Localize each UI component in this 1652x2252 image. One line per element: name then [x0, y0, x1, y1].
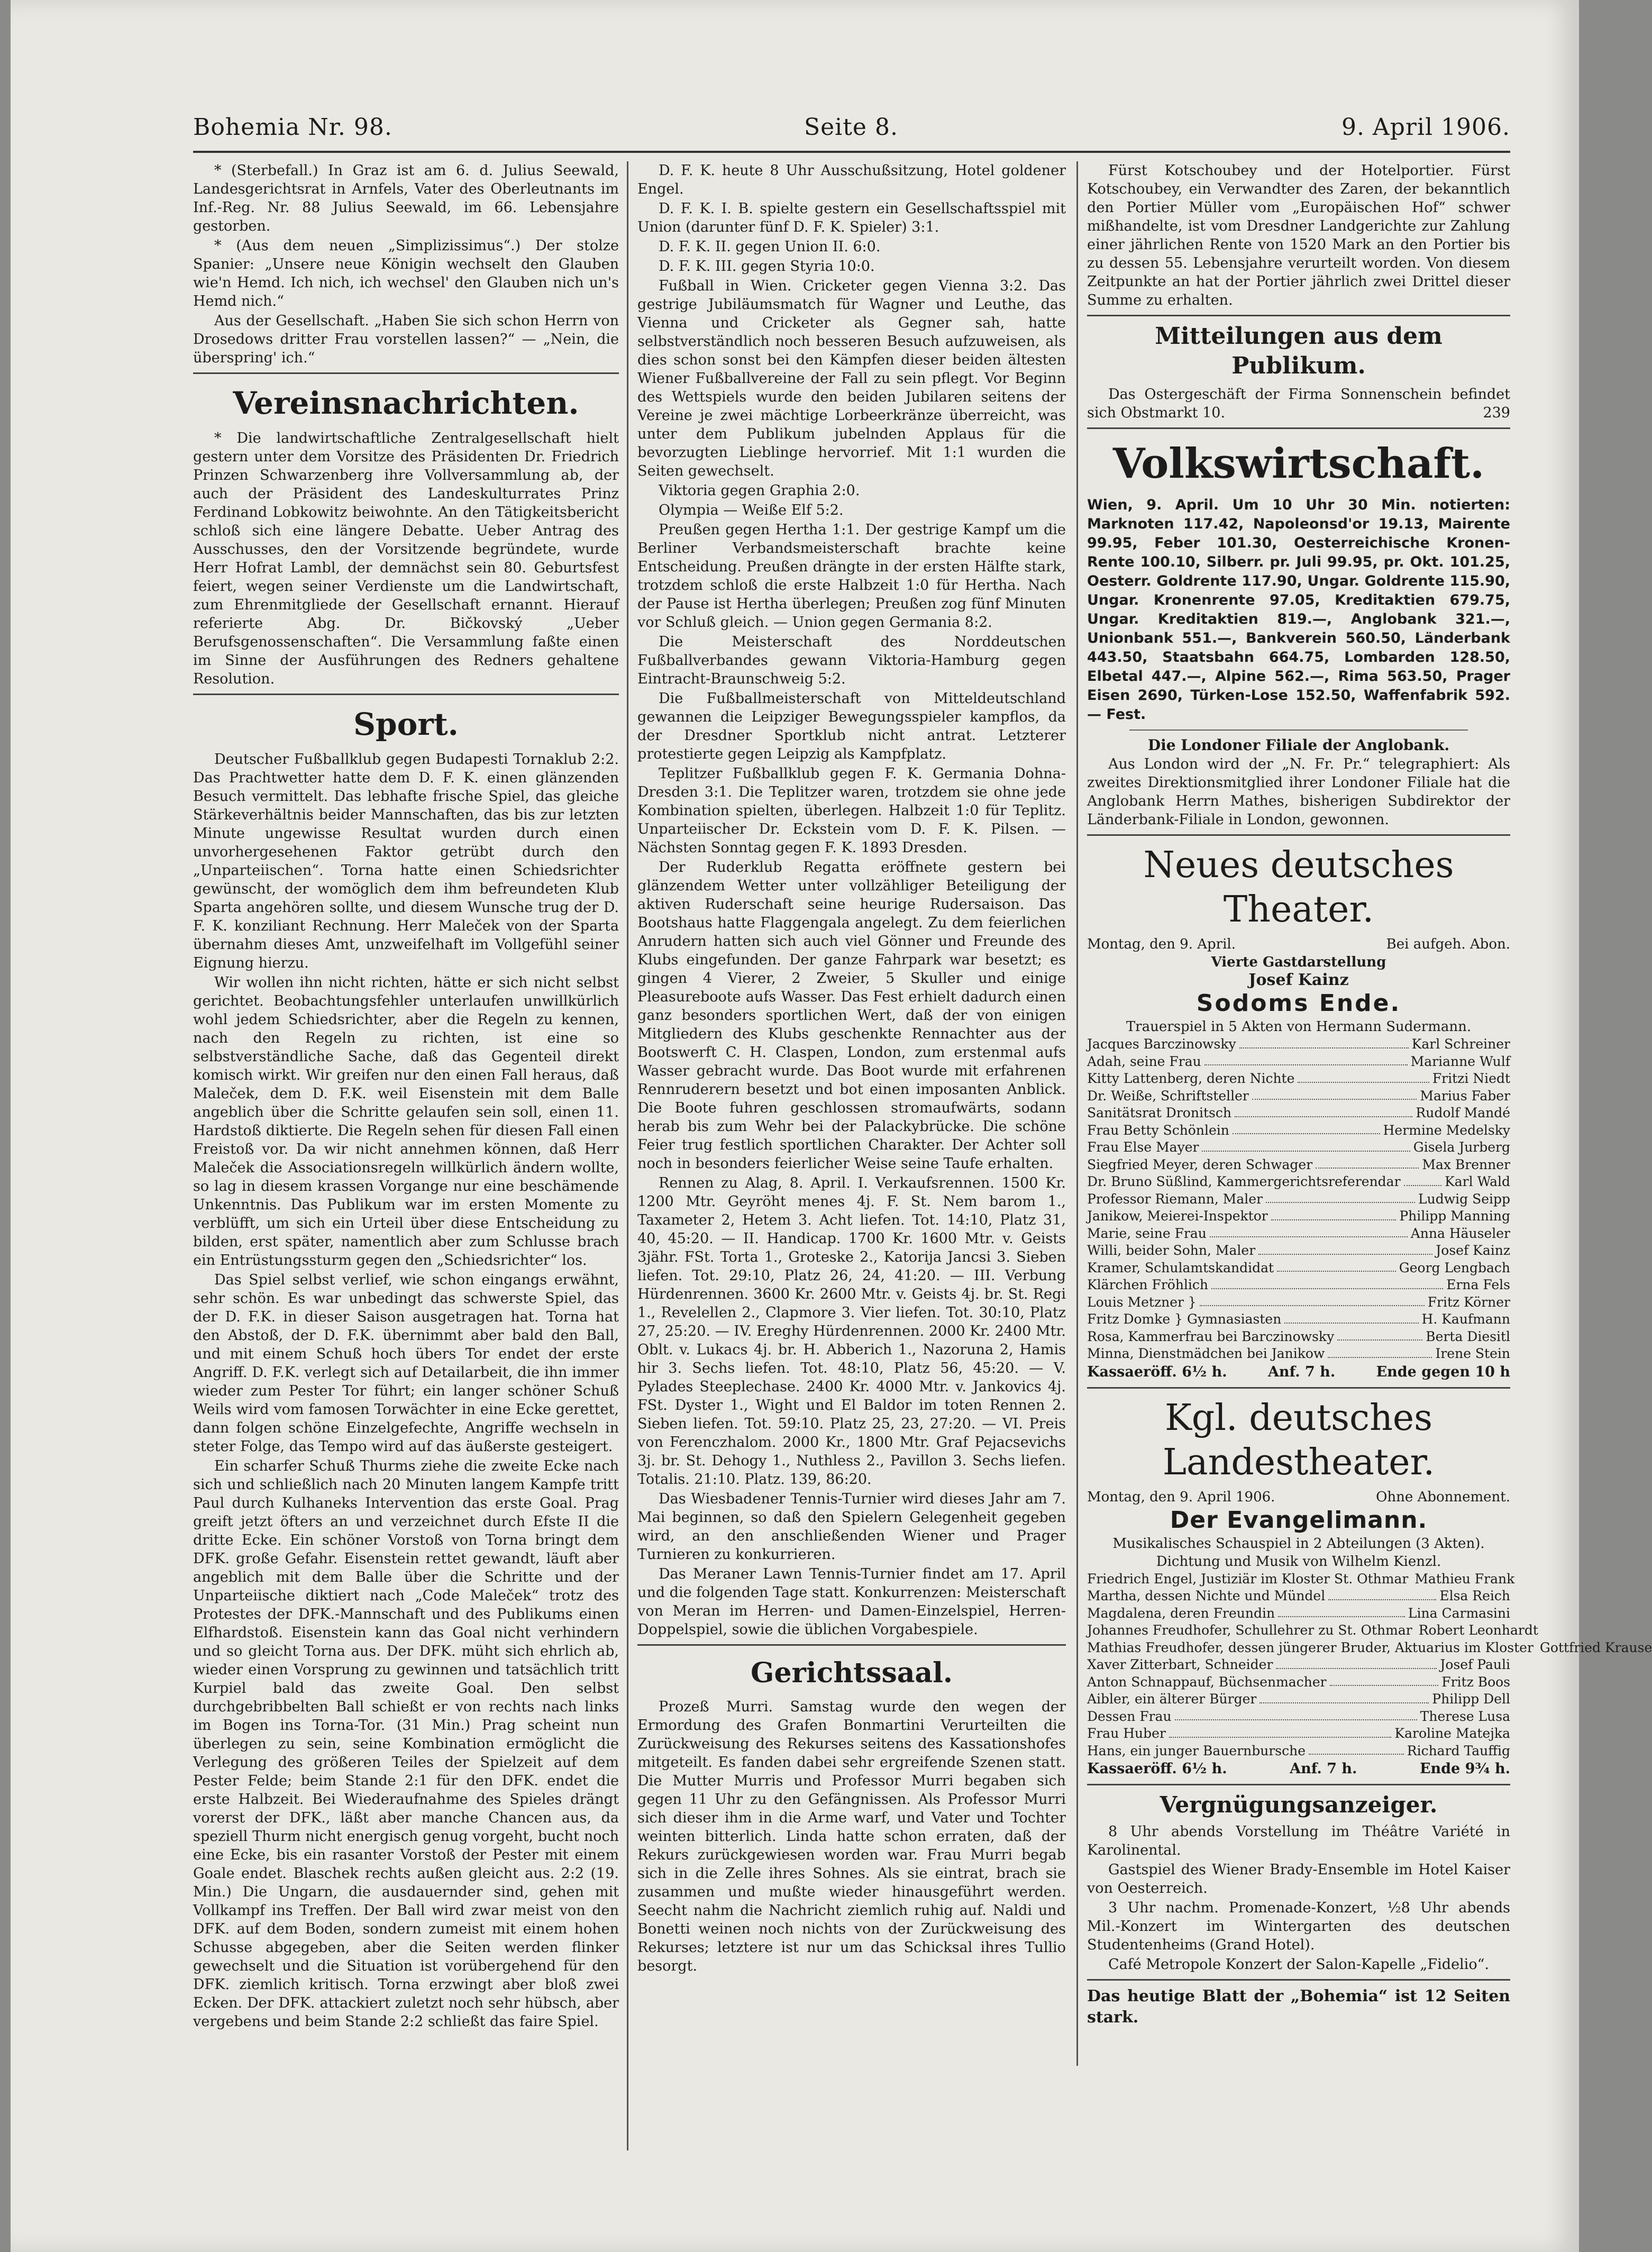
cast-role: Willi, beider Sohn, Maler [1087, 1243, 1256, 1258]
cast-role: Johannes Freudhofer, Schullehrer zu St. Othmar [1087, 1622, 1412, 1638]
cast-row [1087, 1708, 1510, 1726]
section-rule [1087, 1387, 1510, 1389]
cast-role: Louis Metzner } [1087, 1294, 1197, 1310]
leader-dots [1276, 1656, 1437, 1669]
play-genre: Musikalisches Schauspiel in 2 Abteilungen (3 Akten). Dichtung und Musik von Wilhelm Kienzl. [1112, 1535, 1485, 1570]
cast-row [1087, 1070, 1510, 1088]
news-item: Rennen zu Alag, 8. April. I. Verkaufsrennen. 1500 Kr. 1200 Mtr. Geyröht menes 4j. F. St. Nem barom 1., Taxameter 2, Hetem 3. Acht liefen. Tot. 14:10, Platz 31, 40, 45:20. — II. Handicap. 1700 Kr. 1600 Mtr. v. Geists 3jähr. FSt. Torta 1., Groteske 2., Katorija Jancsi 3. Sieben liefen. Tot. 29:10, Platz 26, 24, 41:20. — III. Verbung Hürdenrennen. 3600 Kr. 2600 Mtr. v. Geists 4j. br. St. Regi 1., Revelellen 2., Clapmore 3. Vier liefen. Tot. 30:10, Platz 27, 25:20. — IV. Ereghy Hürdenrennen. 2000 Kr. 2400 Mtr. Oblt. v. Lukacs 4j. br. H. Abberich 1., Nazoruna 2, Hamis hir 3. Sechs liefen. Tot. 48:10, Platz 56, 45:20. — V. Pylades Steeplechase. 2400 Kr. 4000 Mtr. v. Jankovics 4j. FSt. Dyster 1., Wight und El Baldor im toten Rennen 2. Sieben liefen. Tot. 59:10. Platz 25, 23, 27:20. — VI. Preis von Ferenczhalom. 2000 Kr., 1800 Mtr. Graf Pejacsevichs 3j. br. St. Dehogy 1., Nuthless 2., Pavillon 3. Sechs liefen. Totalis. 21:10. Platz. 139, 86:20. [637, 1175, 1066, 1488]
start-time: Anf. 7 h. [1290, 1761, 1357, 1777]
cast-row [1087, 1277, 1510, 1294]
cast-actor: Fritz Körner [1427, 1294, 1510, 1310]
section-rule [637, 1644, 1066, 1646]
cast-actor: Philipp Dell [1432, 1691, 1510, 1707]
performance-date: Montag, den 9. April 1906. [1087, 1489, 1275, 1505]
leader-dots [1266, 1191, 1415, 1204]
event-item: Café Metropole Konzert der Salon-Kapelle „Fidelio“. [1108, 1956, 1489, 1973]
cast-role: Xaver Zitterbart, Schneider [1087, 1657, 1273, 1672]
section-rule [193, 372, 619, 374]
cast-row [1087, 1036, 1510, 1053]
cast-actor: Lina Carmasini [1408, 1605, 1510, 1621]
cast-list [1087, 1036, 1510, 1363]
leader-dots [1204, 1053, 1408, 1066]
cast-row [1087, 1588, 1510, 1605]
cast-row [1087, 1571, 1515, 1588]
news-item: Die Fußballmeisterschaft von Mitteldeutschland gewannen die Leipziger Bewegungsspieler kampflos, da der Dresdner Sportklub nicht antrat. Letzterer protestierte gegen Leipzig als Kampfplatz. [637, 690, 1066, 762]
news-item: Aus der Gesellschaft. „Haben Sie sich schon Herrn von Drosedows dritter Frau vorstellen lassen?“ — „Nein, die überspring' ich.“ [193, 313, 619, 366]
news-item: Olympia — Weiße Elf 5:2. [659, 502, 844, 518]
cast-role: Adah, seine Frau [1087, 1053, 1201, 1069]
cast-row [1087, 1208, 1510, 1225]
section-title-sport: Sport. [353, 706, 459, 742]
cast-row [1087, 1173, 1510, 1191]
cast-actor: Fritz Boos [1441, 1674, 1510, 1690]
performance-date: Montag, den 9. April. [1087, 936, 1236, 952]
cast-role: Siegfried Meyer, deren Schwager [1087, 1156, 1313, 1172]
cast-actor: Therese Lusa [1420, 1708, 1510, 1724]
news-item: D. F. K. II. gegen Union II. 6:0. [659, 239, 881, 255]
box-office-time: Kassaeröff. 6½ h. [1087, 1363, 1227, 1380]
cast-row [1087, 1053, 1510, 1071]
cast-role: Rosa, Kammerfrau bei Barczinowsky [1087, 1328, 1335, 1344]
cast-role: Professor Riemann, Maler [1087, 1191, 1263, 1207]
play-title: Der Evangelimann. [1170, 1506, 1428, 1534]
market-report: Wien, 9. April. Um 10 Uhr 30 Min. notierten: Marknoten 117.42, Napoleonsd'or 19.13, Mairente 99.95, Feber 101.30, Oesterreichische Kronen-Rente 100.10, Silberr. pr. Juli 99.95, pr. Okt. 101.25, Oesterr. Goldrente 117.90, Ungar. Goldrente 115.90, Ungar. Kronenrente 97.05, Kreditaktien 679.75, Ungar. Kreditaktien 819.—, Anglobank 321.—, Unionbank 551.—, Bankverein 560.50, Länderbank 443.50, Staatsbahn 664.75, Lombarden 128.50, Elbetal 447.—, Alpine 562.—, Rima 563.50, Prager Eisen 2690, Türken-Lose 152.50, Waffenfabrik 592.— Fest. [1087, 497, 1510, 723]
cast-row [1087, 1260, 1510, 1277]
cast-role: Jacques Barczinowsky [1087, 1036, 1236, 1052]
cast-actor: Josef Pauli [1440, 1657, 1510, 1672]
leader-dots [1202, 1139, 1410, 1152]
item-rule [1129, 730, 1468, 731]
cast-actor: Robert Leonhardt [1418, 1622, 1538, 1638]
leader-dots [1328, 1588, 1436, 1600]
cast-row [1087, 1294, 1510, 1311]
cast-actor: Fritzi Niedt [1432, 1071, 1510, 1086]
cast-row [1087, 1345, 1510, 1363]
end-time: Ende gegen 10 h [1376, 1363, 1510, 1380]
news-item: * (Sterbefall.) In Graz ist am 6. d. Julius Seewald, Landesgerichtsrat in Arnfels, Vater des Oberleutnants im Inf.-Reg. Nr. 88 Julius Seewald, im 66. Lebensjahre gestorben. [193, 162, 619, 234]
cast-actor: Hermine Medelsky [1383, 1122, 1510, 1138]
notice-number: 239 [1483, 405, 1510, 421]
event-item: 8 Uhr abends Vorstellung im Théâtre Variété in Karolinental. [1087, 1824, 1510, 1858]
cast-role: Klärchen Fröhlich [1087, 1277, 1209, 1292]
cast-actor: Marius Faber [1420, 1088, 1510, 1104]
cast-actor: Rudolf Mandé [1416, 1105, 1510, 1120]
cast-role: Minna, Dienstmädchen bei Janikow [1087, 1346, 1325, 1361]
cast-row [1087, 1311, 1510, 1328]
subscription-note: Bei aufgeh. Abon. [1386, 936, 1510, 952]
end-time: Ende 9¾ h. [1419, 1761, 1510, 1777]
cast-row [1087, 1691, 1510, 1708]
cast-actor: Erna Fels [1446, 1277, 1510, 1292]
leader-dots [1328, 1345, 1432, 1358]
section-title-vergnuegungsanzeiger: Vergnügungsanzeiger. [1160, 1792, 1438, 1818]
cast-row [1087, 1088, 1510, 1105]
cast-role: Janikow, Meierei-Inspektor [1087, 1208, 1268, 1224]
subscription-note: Ohne Abonnement. [1376, 1489, 1510, 1505]
section-title-volkswirtschaft: Volkswirtschaft. [1112, 440, 1485, 488]
section-rule [1087, 1784, 1510, 1785]
section-rule [1087, 1979, 1510, 1981]
leader-dots [1404, 1173, 1442, 1186]
cast-row [1087, 1605, 1510, 1622]
cast-actor: Mathieu Frank [1414, 1571, 1515, 1587]
leader-dots [1271, 1208, 1397, 1220]
leader-dots [1277, 1260, 1396, 1272]
news-item: Das Spiel selbst verlief, wie schon eingangs erwähnt, sehr schön. Es war unbedingt das schwerste Spiel, das der D. F.K. in dieser Saison ausgetragen hat. Torna hat den Abstoß, der D. F.K. übernimmt aber bald den Ball, und mit einem Schuß hoch übers Tor endet der erste Angriff. D. F.K. verlegt sich auf Detailarbeit, die ihn immer wieder zum Pester Tor führt; ein langer schöner Schuß Weils wird vom famosen Torwächter in eine Ecke gerettet, dann folgen schöne Einzelgefechte, Angriffe wechseln in steter Folge, das Tempo wird auf das äußerste gesteigert. [193, 1272, 619, 1455]
cast-actor: Josef Kainz [1436, 1243, 1510, 1258]
leader-dots [1298, 1070, 1429, 1083]
leader-dots [1175, 1708, 1417, 1721]
header-rule [193, 151, 1510, 153]
leader-dots [1316, 1156, 1419, 1169]
notice-text [1087, 385, 1510, 422]
cast-row [1087, 1122, 1510, 1139]
event-item: Gastspiel des Wiener Brady-Ensemble im Hotel Kaiser von Oesterreich. [1087, 1862, 1510, 1897]
page-number: Seite 8. [804, 114, 898, 141]
play-genre: Trauerspiel in 5 Akten von Hermann Sudermann. [1126, 1019, 1472, 1035]
news-item: Fußball in Wien. Cricketer gegen Vienna 3:2. Das gestrige Jubiläumsmatch für Wagner und Leuthe, das Vienna und Cricketer als Gegner sah, hatte selbstverständlich noch besseren Besuch aufzuweisen, als dies schon sonst bei den Kämpfen dieser beiden ältesten Wiener Fußballvereine der Fall zu sein pflegt. Vor Beginn des Wettspiels wurde den beiden Jubilaren seitens der Vereine je zwei mächtige Lorbeerkränze überreicht, was unter dem Publikum jubelnden Applaus für die bevorzugten Lieblinge hervorrief. Mit 1:1 wurden die Seiten gewechselt. [637, 278, 1066, 479]
leader-dots [1239, 1036, 1409, 1048]
column-rule-1 [627, 161, 628, 2150]
cast-role: Martha, dessen Nichte und Mündel [1087, 1588, 1326, 1603]
news-item: Aus London wird der „N. Fr. Pr.“ telegraphiert: Als zweites Direktionsmitglied ihrer Londoner Filiale hat die Anglobank Herrn Mathes, bisherigen Subdirektor der Länderbank-Filiale in London, gewonnen. [1087, 756, 1510, 828]
leader-dots [1211, 1277, 1443, 1289]
cast-row [1087, 1191, 1510, 1208]
cast-role: Dessen Frau [1087, 1708, 1172, 1724]
leader-dots [1337, 1328, 1422, 1341]
cast-row [1087, 1105, 1510, 1122]
cast-list [1087, 1571, 1652, 1760]
section-title-vereinsnachrichten: Vereinsnachrichten. [233, 385, 579, 421]
news-item: * (Aus dem neuen „Simplizissimus“.) Der stolze Spanier: „Unsere neue Königin wechselt den Glauben wie'n Hemd. Ich nich, ich wechsel' den Glauben nich un's Hemd nich.“ [193, 238, 619, 309]
box-office-time: Kassaeröff. 6½ h. [1087, 1761, 1227, 1777]
cast-row [1087, 1328, 1510, 1346]
cast-actor: Richard Tauffig [1407, 1743, 1510, 1758]
news-item: * Die landwirtschaftliche Zentralgesellschaft hielt gestern unter dem Vorsitze des Präsidenten Dr. Friedrich Prinzen Schwarzenberg ihre Vollversammlung ab, der auch der Präsident des Landeskulturrates Prinz Ferdinand Lobkowitz beiwohnte. An den Tätigkeitsbericht schloß sich eine längere Debatte. Ueber Antrag des Ausschusses, den der Vorsitzende begründete, wurde Herr Hofrat Lambl, der demnächst sein 80. Geburtsfest feiert, wegen seiner Verdienste um die Landwirtschaft, zum Ehrenmitgliede der Gesellschaft ernannt. Hierauf referierte Abg. Dr. Bičkovský „Ueber Berufsgenossenschaften“. Die Versammlung faßte einen im Sinne der Ausführungen des Redners gehaltene Resolution. [193, 430, 619, 687]
cast-role: Fritz Domke } Gymnasiasten [1087, 1311, 1282, 1327]
leader-dots [1284, 1311, 1418, 1324]
page-header [193, 114, 1510, 151]
theater-title-neues: Neues deutsches Theater. [1143, 844, 1454, 931]
cast-actor: H. Kaufmann [1421, 1311, 1510, 1327]
column-3 [1087, 161, 1652, 2027]
cast-row [1087, 1639, 1652, 1657]
news-item: D. F. K. I. B. spielte gestern ein Gesellschaftsspiel mit Union (darunter fünf D. F. K. Spieler) 3:1. [637, 200, 1066, 235]
news-item: D. F. K. III. gegen Styria 10:0. [659, 258, 875, 275]
performance-times [1087, 1759, 1510, 1779]
cast-actor: Gottfried Krause [1539, 1639, 1652, 1655]
cast-role: Frau Else Mayer [1087, 1139, 1199, 1155]
performance-times [1087, 1363, 1510, 1382]
cast-actor: Philipp Manning [1399, 1208, 1510, 1224]
news-item: Wir wollen ihn nicht richten, hätte er sich nicht selbst gerichtet. Beobachtungsfehler unterlaufen unwillkürlich wohl jedem Schiedsrichter, aber die Regeln zu kennen, nach den Regeln zu richten, ist eine so selbstverständliche Sache, daß das Gegenteil direkt komisch wirkt. Wir greifen nur den einen Fall heraus, daß Maleček, dem D. F.K. weil Eisenstein mit dem Balle angeblich über die Schritte gelaufen sein soll, einen 11. Hardstoß diktierte. Die Regeln sehen für diesen Fall einen Freistoß vor. Da wir nicht annehmen können, daß Herr Maleček die Associationsregeln willkürlich ändern wollte, so lag in diesem krassen Vorgange nur eine beschämende Unkenntnis. Das Publikum war im ersten Momente zu verblüfft, um sich ein Urteil über diese Entscheidung zu bilden, erst später, namentlich aber zum Schlusse brach ein Entrüstungssturm gegen den „Schiedsrichter“ los. [193, 974, 619, 1269]
news-item: Teplitzer Fußballklub gegen F. K. Germania Dohna-Dresden 3:1. Die Teplitzer waren, trotzdem sie ohne jede Kombination spielten, überlegen. Halbzeit 1:0 für Teplitz. Unparteiischer Dr. Eckstein vom D. F. K. Pilsen. — Nächsten Sonntag gegen F. K. 1893 Dresden. [637, 765, 1066, 856]
cast-actor: Ludwig Seipp [1418, 1191, 1510, 1207]
cast-row [1087, 1242, 1510, 1260]
cast-actor: Anna Häuseler [1410, 1225, 1510, 1241]
news-item: Viktoria gegen Graphia 2:0. [659, 482, 860, 499]
news-headline: Die Londoner Filiale der Anglobank. [1147, 736, 1450, 754]
cast-actor: Max Brenner [1422, 1156, 1510, 1172]
cast-role: Frau Betty Schönlein [1087, 1122, 1229, 1138]
leader-dots [1278, 1605, 1405, 1618]
section-rule [1087, 834, 1510, 836]
cast-role: Hans, ein junger Bauernbursche [1087, 1743, 1306, 1758]
news-item: Ein scharfer Schuß Thurms ziehe die zweite Ecke nach sich und schließlich nach 20 Minuten langem Kampfe tritt Paul durch Kulhaneks Intervention das erste Goal. Prag greift jetzt öfters an und verzeichnet durch Efste II die dritte Ecke. Ein schöner Vorstoß von Torna bringt dem DFK. große Gefahr. Eisenstein rettet gewandt, läuft aber angeblich mit dem Balle über die Schritte und der Unparteiische diktiert nach „Code Maleček“ trotz des Protestes der DFK.-Mannschaft und des Publikums einen Elfhardstoß. Eisenstein kann das Goal nicht verhindern und so gleicht Torna aus. Der DFK. müht sich ehrlich ab, wieder einen Vorsprung zu gewinnen und tatsächlich tritt Kurpiel bald das zweite Goal. Den selbst durchgebribbelten Ball schießt er von rechts nach links im Bogen ins Torna-Tor. (31 Min.) Prag scheint nun überlegen zu sein, seine Kombination ermöglicht die Verlegung des größeren Teiles der Spielzeit auf dem Pester Felde; beim Stande 2:1 für den DFK. endet die erste Halbzeit. Bei Wiederaufnahme des Spieles drängt vorerst der DFK., läßt aber manche Chancen aus, da speziell Thurm nicht energisch genug vorgeht, bucht noch eine Ecke, bis ein rasanter Vorstoß der Pester mit einem Goale endet. Blaschek rechts außen gleicht aus. 2:2 (19. Min.) Die Ungarn, die ausdauernder sind, gehen mit Vollkampf ins Treffen. Der Ball wird zwar meist von den DFK. auf dem Boden, sondern zumeist mit einem hohen Schusse abgegeben, aber die Seiten werden flinker gewechselt und die Situation ist vorübergehend für den DFK. ziemlich kritisch. Torna erzwingt aber bloß zwei Ecken. Der DFK. attackiert zuletzt noch sehr hübsch, aber vergebens und beim Stande 2:2 schließt das faire Spiel. [193, 1458, 619, 2030]
leader-dots [1252, 1088, 1417, 1100]
cast-actor: Elsa Reich [1439, 1588, 1510, 1603]
cast-role: Marie, seine Frau [1087, 1225, 1207, 1241]
cast-actor: Karl Wald [1445, 1174, 1510, 1189]
cast-actor: Karl Schreiner [1411, 1036, 1510, 1052]
event-item: 3 Uhr nachm. Promenade-Konzert, ½8 Uhr abends Mil.-Konzert im Wintergarten des deutschen Studentenheims (Grand Hotel). [1087, 1900, 1510, 1953]
cast-row [1087, 1156, 1510, 1174]
section-title-mitteilungen: Mitteilungen aus dem Publikum. [1155, 323, 1443, 379]
news-item: Prozeß Murri. Samstag wurde den wegen der Ermordung des Grafen Bonmartini Verurteilten die Zurückweisung des Rekurses seitens des Kassationshofes mitgeteilt. Es fanden dabei sehr ergreifende Szenen statt. Die Mutter Murris und Professor Murri begaben sich gegen 11 Uhr zu den Gefängnissen. Als Professor Murri sich dieser ihm in die Arme warf, und Vater und Tochter weinten bitterlich. Linda hatte schon erraten, daß der Rekurs zurückgewiesen worden war. Frau Murri begab sich in die Zelle ihres Sohnes. Als sie eintrat, brach sie zusammen und mußte wieder hinausgeführt werden. Seecht nahm die Nachricht ziemlich ruhig auf. Naldi und Bonetti weinen noch nichts von der Zurückweisung des Rekurses; letztere ist nur um das Schicksal ihres Tullio besorgt. [637, 1699, 1066, 1974]
cast-role: Frau Huber [1087, 1726, 1166, 1741]
section-rule [1087, 427, 1510, 429]
issue-date: 9. April 1906. [1341, 114, 1510, 141]
cast-row [1087, 1674, 1510, 1691]
cast-role: Aibler, ein älterer Bürger [1087, 1691, 1257, 1707]
theater-meta [1087, 1488, 1510, 1506]
cast-role: Magdalena, deren Freundin [1087, 1605, 1275, 1621]
news-item: Das Wiesbadener Tennis-Turnier wird dieses Jahr am 7. Mai beginnen, so daß den Spielern Gelegenheit gegeben wird, an den anschließenden Wiener und Prager Turnieren zu konkurrieren. [637, 1491, 1066, 1563]
news-item: Das Meraner Lawn Tennis-Turnier findet am 17. April und die folgenden Tage statt. Konkurrenzen: Meisterschaft von Meran im Herren- und Damen-Einzelspiel, Herren-Doppelspiel, sowie die üblichen Vorgabespiele. [637, 1566, 1066, 1638]
cast-actor: Marianne Wulf [1410, 1053, 1510, 1069]
cast-role: Mathias Freudhofer, dessen jüngerer Bruder, Aktuarius im Kloster [1087, 1639, 1534, 1655]
cast-role: Kramer, Schulamtskandidat [1087, 1260, 1274, 1275]
cast-row [1087, 1622, 1538, 1639]
leader-dots [1200, 1294, 1425, 1307]
section-title-gerichtssaal: Gerichtssaal. [751, 1657, 953, 1689]
cast-row [1087, 1743, 1510, 1760]
cast-role: Kitty Lattenberg, deren Nichte [1087, 1071, 1295, 1086]
cast-role: Anton Schnappauf, Büchsenmacher [1087, 1674, 1327, 1690]
cast-role: Friedrich Engel, Justiziär im Kloster St. Othmar [1087, 1571, 1409, 1587]
leader-dots [1169, 1725, 1392, 1738]
cast-actor: Irene Stein [1435, 1346, 1510, 1361]
start-time: Anf. 7 h. [1267, 1363, 1336, 1380]
column-rule-2 [1076, 161, 1078, 2066]
cast-actor: Karoline Matejka [1394, 1726, 1510, 1741]
news-item: D. F. K. heute 8 Uhr Ausschußsitzung, Hotel goldener Engel. [637, 162, 1066, 197]
leader-dots [1330, 1674, 1439, 1686]
cast-row [1087, 1225, 1510, 1243]
cast-actor: Berta Diesitl [1426, 1328, 1510, 1344]
leader-dots [1210, 1225, 1408, 1238]
cast-actor: Georg Lengbach [1399, 1260, 1510, 1275]
cast-row [1087, 1656, 1510, 1674]
news-item: Preußen gegen Hertha 1:1. Der gestrige Kampf um die Berliner Verbandsmeisterschaft brachte keine Entscheidung. Preußen drängte in der ersten Hälfte stark, trotzdem schloß die erste Halbzeit 1:0 für Hertha. Nach der Pause ist Hertha überlegen; Preußen zog fünf Minuten vor Schluß gleich. — Union gegen Germania 8:2. [637, 522, 1066, 631]
notice-body: Das Ostergeschäft der Firma Sonnenschein befindet sich Obstmarkt 10. [1087, 386, 1510, 421]
news-item: Deutscher Fußballklub gegen Budapesti Tornaklub 2:2. Das Prachtwetter hatte dem D. F. K. einen glänzenden Besuch vermittelt. Das lebhafte frische Spiel, das gleiche Stärkeverhältnis beider Mannschaften, das bis zur letzten Minute ungewisse Resultat wurden durch einen unvorhergesehenen Faktor getrübt durch den „Unparteiischen“. Torna hatte einen Schiedsrichter gewünscht, der womöglich dem ihm befreundeten Klub Sparta angehören sollte, und diesem Wunsche trug der D. F. K. konziliant Rechnung. Herr Maleček von der Sparta übernahm dieses Amt, unzweifelhaft im Vollgefühl seiner Eignung hierzu. [193, 751, 619, 971]
news-item: Der Ruderklub Regatta eröffnete gestern bei glänzendem Wetter unter vollzähliger Beteiligung der aktiven Ruderschaft seine heurige Rudersaison. Das Bootshaus hatte Flaggengala angelegt. Zu dem feierlichen Anrudern hatten sich auch viel Gönner und Freunde des Klubs eingefunden. Der ganze Fahrpark war besetzt; es gingen 4 Vierer, 2 Zweier, 5 Skuller und einige Pleasureboote aufs Wasser. Das Fest erhielt dadurch einen ganz besonders sportlichen Wert, daß der von einigen Mitgliedern des Klubs geschenkte Rennachter aus der Bootswerft C. H. Claspen, London, zum erstenmal aufs Wasser gebracht wurde. Das Boot wurde mit erfahrenen Rennruderern besetzt und bot einen imposanten Anblick. Die Boote fuhren geschlossen stromaufwärts, sodann herab bis zum Wehr bei der Palackybrücke. Die schöne Feier trug festlich sportlichen Charakter. Der Achter soll noch in besonders feierlicher Weise seine Taufe erhalten. [637, 859, 1066, 1172]
play-title: Sodoms Ende. [1196, 990, 1401, 1017]
masthead-issue: Bohemia Nr. 98. [193, 114, 393, 141]
guest-actor: Josef Kainz [1248, 971, 1349, 989]
leader-dots [1258, 1242, 1432, 1255]
leader-dots [1309, 1743, 1404, 1755]
news-item: Die Meisterschaft des Norddeutschen Fußballverbandes gewann Viktoria-Hamburg gegen Eintracht-Braunschweig 5:2. [637, 634, 1066, 687]
cast-role: Dr. Bruno Süßlind, Kammergerichtsreferendar [1087, 1174, 1401, 1189]
cast-row [1087, 1725, 1510, 1743]
leader-dots [1233, 1122, 1380, 1135]
section-rule [193, 694, 619, 695]
column-1 [193, 161, 619, 2129]
leader-dots [1259, 1691, 1429, 1703]
theater-title-landes: Kgl. deutsches Landestheater. [1162, 1397, 1435, 1483]
cast-role: Sanitätsrat Dronitsch [1087, 1105, 1231, 1120]
closing-note: Das heutige Blatt der „Bohemia“ ist 12 Seiten stark. [1087, 1987, 1510, 2027]
newspaper-page [11, 0, 1652, 2252]
theater-meta [1087, 935, 1510, 953]
cast-actor: Gisela Jurberg [1413, 1139, 1510, 1155]
section-rule [1087, 315, 1510, 316]
news-item: Fürst Kotschoubey und der Hotelportier. Fürst Kotschoubey, ein Verwandter des Zaren, der bekanntlich den Portier Müller vom „Europäischen Hof“ schwer mißhandelte, ist vom Dresdner Landgerichte zur Zahlung einer jährlichen Rente von 1520 Mark an den Portier bis zu dessen 55. Lebensjahre verurteilt worden. Von diesem Zeitpunkte an hat der Portier jährlich zwei Drittel dieser Summe zu erhalten. [1087, 162, 1510, 308]
cast-row [1087, 1139, 1510, 1156]
column-2 [637, 161, 1066, 2060]
leader-dots [1235, 1105, 1412, 1117]
cast-role: Dr. Weiße, Schriftsteller [1087, 1088, 1249, 1104]
guest-note: Vierte Gastdarstellung [1211, 954, 1386, 970]
